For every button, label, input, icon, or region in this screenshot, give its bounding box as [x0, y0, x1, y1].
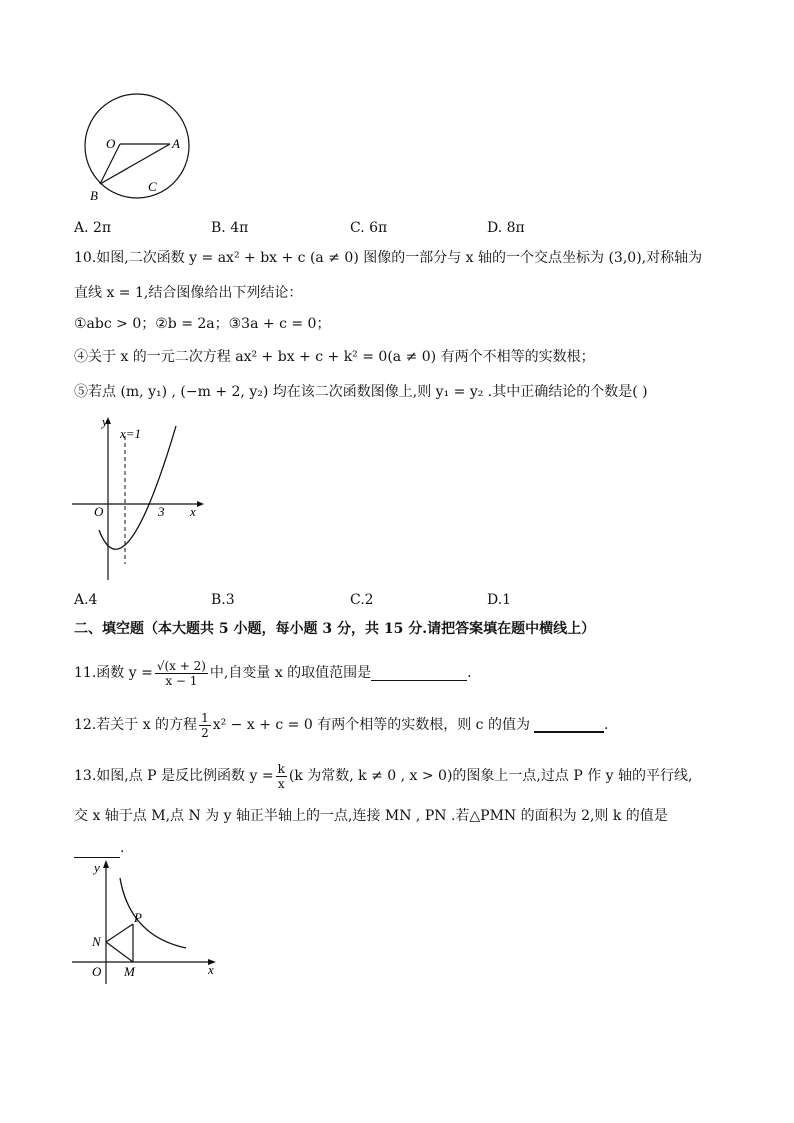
label-x: x	[190, 504, 196, 519]
parabola-curve	[99, 426, 176, 549]
label-o: O	[94, 504, 104, 519]
label-a: A	[172, 136, 180, 151]
label-m: M	[124, 964, 135, 979]
q9-option-d: D. 8π	[487, 220, 525, 236]
label-o: O	[92, 964, 102, 979]
q12-fraction	[199, 711, 211, 740]
segment-np	[106, 924, 133, 942]
q13-line-1	[74, 757, 692, 795]
label-y: y	[102, 414, 108, 429]
q13-frac-denominator: x	[277, 776, 285, 791]
q12-frac-numerator: 1	[201, 710, 209, 725]
label-x: x	[208, 962, 214, 977]
label-y: y	[94, 860, 100, 875]
q13-prefix: 13.如图,点 P 是反比例函数 y =	[74, 768, 274, 784]
q9-option-a: A. 2π	[74, 220, 112, 236]
label-o: O	[106, 136, 116, 151]
hyperbola-figure	[66, 856, 226, 986]
q10-line-3: ①abc > 0；②b = 2a；③3a + c = 0；	[74, 316, 331, 332]
q11	[74, 654, 472, 692]
q12-answer-blank[interactable]	[534, 717, 604, 733]
q13-suffix: (k 为常数, k ≠ 0 , x > 0)的图象上一点,过点 P 作 y 轴的平行线,	[288, 768, 693, 784]
q10-option-b: B.3	[211, 592, 235, 608]
label-c: C	[148, 179, 157, 194]
q11-answer-blank[interactable]	[371, 666, 467, 681]
label-n: N	[92, 934, 101, 949]
q11-fraction	[155, 659, 208, 688]
circle-figure	[66, 92, 206, 204]
q10-line-1: 10.如图,二次函数 y = ax² + bx + c (a ≠ 0) 图像的一部分与 x 轴的一个交点坐标为 (3,0),对称轴为	[74, 250, 703, 266]
q11-prefix: 11.函数 y =	[74, 665, 153, 681]
hyperbola-curve	[120, 878, 186, 948]
y-axis-arrow	[103, 860, 109, 868]
q12-end: .	[603, 717, 609, 733]
label-b: B	[90, 188, 98, 203]
label-3: 3	[158, 504, 165, 519]
q10-line-5: ⑤若点 (m, y₁) , (−m + 2, y₂) 均在该二次函数图像上,则 y₁ = y₂ .其中正确结论的个数是( )	[74, 384, 648, 400]
q13-frac-numerator: k	[277, 761, 285, 776]
section-title: 二、填空题（本大题共 5 小题，每小题 3 分，共 15 分.请把答案填在题中横线上）	[74, 621, 596, 637]
q10-line-2: 直线 x = 1,结合图像给出下列结论：	[74, 285, 303, 301]
q9-option-c: C. 6π	[350, 220, 388, 236]
q13-fraction	[276, 762, 287, 791]
label-x-eq-1: x=1	[120, 426, 142, 441]
segment-nm	[106, 942, 133, 962]
parabola-figure	[66, 412, 216, 584]
q11-end: .	[467, 665, 472, 681]
label-p: P	[134, 910, 142, 925]
q10-option-d: D.1	[487, 592, 512, 608]
q13-line-3	[74, 838, 124, 858]
q12-mid: x² − x + c = 0 有两个相等的实数根，则 c 的值为	[212, 717, 530, 733]
q13-line-2: 交 x 轴于点 M,点 N 为 y 轴正半轴上的一点,连接 MN , PN .若△PMN 的面积为 2,则 k 的值是	[74, 808, 668, 824]
q11-frac-denominator: x − 1	[165, 673, 198, 688]
q13-end: .	[120, 840, 125, 856]
q12	[74, 706, 608, 744]
x-axis-arrow	[197, 501, 204, 507]
q10-line-4: ④关于 x 的一元二次方程 ax² + bx + c + k² = 0(a ≠ 0) 有两个不相等的实数根；	[74, 349, 595, 365]
q9-option-b: B. 4π	[211, 220, 249, 236]
q10-option-a: A.4	[74, 592, 98, 608]
q12-prefix: 12.若关于 x 的方程	[74, 717, 198, 733]
q11-suffix: 中,自变量 x 的取值范围是	[209, 665, 372, 681]
q11-frac-numerator: √(x + 2)	[156, 658, 206, 673]
q12-frac-denominator: 2	[201, 725, 209, 740]
q10-option-c: C.2	[350, 592, 374, 608]
